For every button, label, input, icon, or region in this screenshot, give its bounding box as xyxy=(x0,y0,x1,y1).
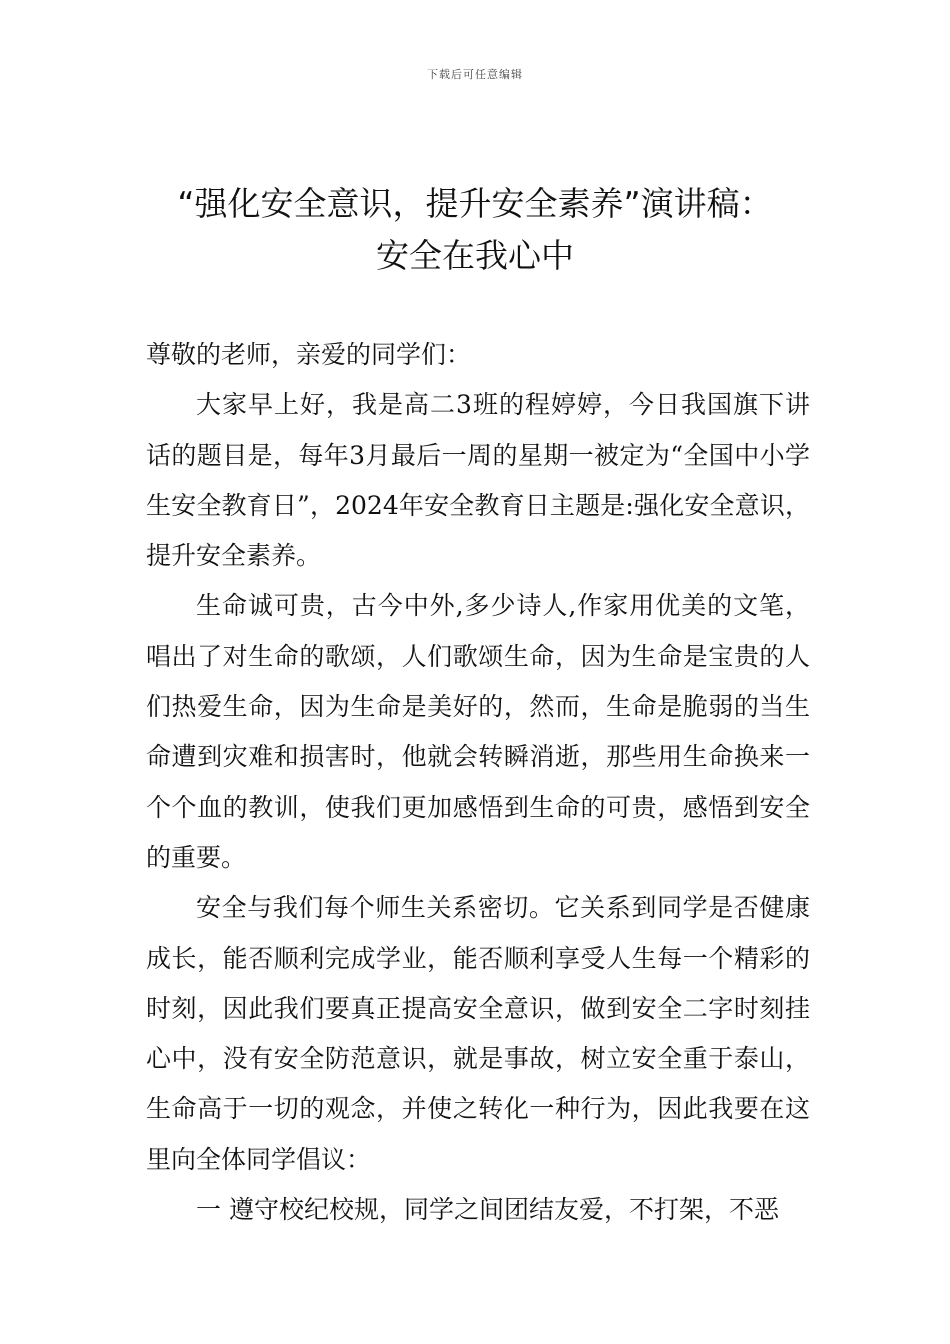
salutation: 尊敬的老师，亲爱的同学们： xyxy=(146,340,472,369)
paragraph: 一 遵守校纪校规，同学之间团结友爱，不打架，不恶 xyxy=(196,1195,779,1225)
paragraph: 安全与我们每个师生关系密切。它关系到同学是否健康成长，能否顺利完成学业，能否顺利享受人生每一个精彩的时刻，因此我们要真正提高安全意识，做到安全二字时刻挂心中，没有安全防范意识，就是事故，树立安全重于泰山，生命高于一切的观念，并使之转化一种行为，因此我要在这里向全体同学倡议： xyxy=(146,893,810,1174)
paragraph: 生命诚可贵，古今中外,多少诗人,作家用优美的文笔，唱出了对生命的歌颂，人们歌颂生命，因为生命是宝贵的人们热爱生命，因为生命是美好的，然而，生命是脆弱的当生命遭到灾难和损害时，他就会转瞬消逝，那些用生命换来一个个血的教训，使我们更加感悟到生命的可贵，感悟到安全的重要。 xyxy=(146,591,810,872)
header-note: 下载后可任意编辑 xyxy=(427,68,523,81)
document-title xyxy=(120,178,830,282)
title-line-2: 安全在我心中 xyxy=(376,236,574,275)
title-line-1: “强化安全意识，提升安全素养”演讲稿： xyxy=(177,184,773,223)
document-body xyxy=(146,330,810,1235)
paragraph: 大家早上好，我是高二3班的程婷婷，今日我国旗下讲话的题目是，每年3月最后一周的星期一被定为“全国中小学生安全教育日”，2024年安全教育日主题是:强化安全意识，提升安全素养。 xyxy=(146,390,810,571)
